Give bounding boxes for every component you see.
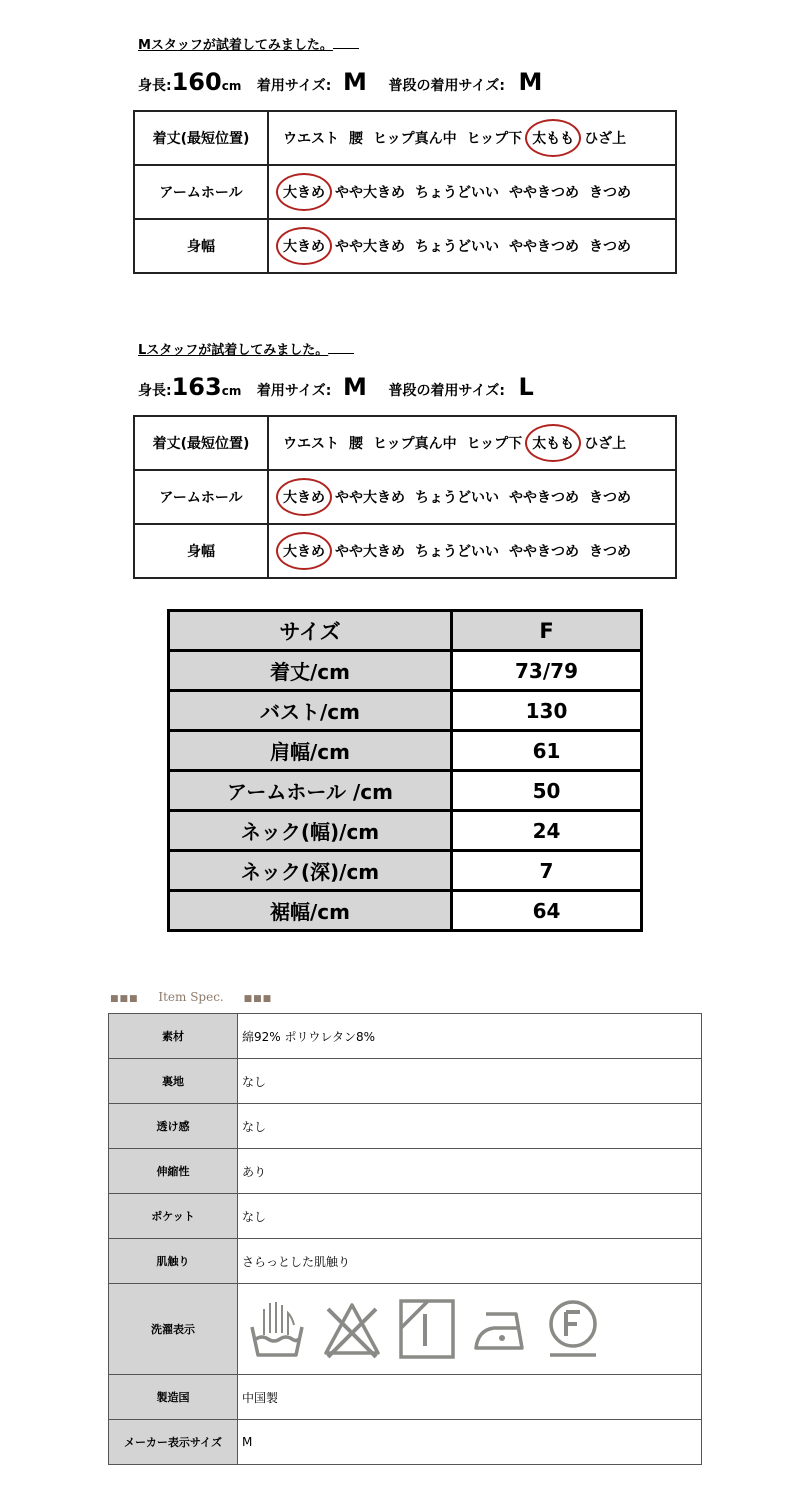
fit-options [268,524,676,578]
fit-option: ちょうどいい [415,544,499,560]
iron-low-icon [472,1304,530,1354]
size-table [167,609,643,932]
size-key: アームホール /cm [169,771,452,811]
fit-option: ヒップ下 [466,131,523,147]
size-key: 肩幅/cm [169,731,452,771]
spec-value: 中国製 [238,1375,702,1420]
fit-row [134,111,676,165]
spec-value: M [238,1420,702,1465]
staff-m-fit-table [133,110,677,274]
fit-option: ちょうどいい [415,185,499,201]
item-spec-heading [110,990,272,1004]
fit-option: きつめ [589,185,631,201]
fit-option-selected: 大きめ [283,541,325,561]
usual-size-label: 普段の着用サイズ: [388,78,505,94]
staff-l-title: Lスタッフが試着してみました。 [138,339,354,358]
hand-wash-icon [248,1299,306,1359]
spec-row [109,1239,702,1284]
size-value: 24 [452,811,642,851]
fit-option: やや大きめ [335,490,405,506]
care-icons [238,1284,702,1375]
fit-option: やや大きめ [335,239,405,255]
spec-key: ポケット [109,1194,238,1239]
size-key: バスト/cm [169,691,452,731]
usual-size-value: M [518,68,543,96]
fit-row-label: アームホール [134,165,268,219]
fit-option: きつめ [589,544,631,560]
spec-key: 製造国 [109,1375,238,1420]
fit-row-label: 着丈(最短位置) [134,416,268,470]
size-row [169,891,642,931]
fit-option: ややきつめ [509,239,579,255]
fit-option: やや大きめ [335,544,405,560]
size-row [169,731,642,771]
fit-option-selected: 大きめ [283,236,325,256]
fit-options [268,219,676,273]
size-row [169,691,642,731]
fit-option: きつめ [589,239,631,255]
size-row [169,851,642,891]
fit-option: ひざ上 [584,131,627,147]
item-spec-title: Item Spec. [158,990,224,1004]
fit-row-label: アームホール [134,470,268,524]
decor-squares-icon: ■■■ [243,994,273,1004]
fit-option-selected: 太もも [532,433,574,453]
spec-row [109,1149,702,1194]
height-value: 163 [171,373,222,401]
decor-squares-icon: ■■■ [110,994,139,1004]
fit-row [134,165,676,219]
usual-size-value: L [518,373,534,401]
drip-dry-icon [398,1298,456,1360]
spec-row [109,1420,702,1465]
size-value: 130 [452,691,642,731]
size-value: 73/79 [452,651,642,691]
fit-option: ちょうどいい [415,239,499,255]
wear-size-value: M [342,68,367,96]
staff-l-stats [138,373,534,401]
fit-option: ややきつめ [509,544,579,560]
spec-key: 裏地 [109,1059,238,1104]
fit-row-label: 着丈(最短位置) [134,111,268,165]
spec-key: 肌触り [109,1239,238,1284]
fit-option: ややきつめ [509,490,579,506]
fit-options [268,416,676,470]
spec-value: 綿92% ポリウレタン8% [238,1014,702,1059]
spec-row [109,1194,702,1239]
size-key: ネック(幅)/cm [169,811,452,851]
fit-option-selected: 大きめ [283,487,325,507]
size-row [169,651,642,691]
wear-size-label: 着用サイズ: [256,383,332,399]
size-value: 64 [452,891,642,931]
height-label: 身長: [138,383,172,399]
fit-option: やや大きめ [335,185,405,201]
fit-options [268,111,676,165]
item-spec-table [108,1013,702,1465]
spec-key: 素材 [109,1014,238,1059]
size-row [169,771,642,811]
spec-row [109,1375,702,1420]
fit-option: ヒップ下 [466,436,523,452]
spec-row [109,1059,702,1104]
spec-value: なし [238,1194,702,1239]
fit-option: ひざ上 [584,436,627,452]
size-value: 7 [452,851,642,891]
dry-clean-f-icon [546,1298,600,1360]
spec-value: なし [238,1059,702,1104]
fit-options [268,470,676,524]
usual-size-label: 普段の着用サイズ: [388,383,505,399]
staff-l-fit-table [133,415,677,579]
size-key: 裾幅/cm [169,891,452,931]
size-table-header [169,611,642,651]
spec-row [109,1014,702,1059]
spec-value: あり [238,1149,702,1194]
height-value: 160 [171,68,222,96]
spec-value: さらっとした肌触り [238,1239,702,1284]
wear-size-value: M [342,373,367,401]
no-bleach-icon [322,1299,382,1359]
spec-row-care [109,1284,702,1375]
fit-option: きつめ [589,490,631,506]
fit-option: ウエスト [283,131,339,147]
staff-m-title: Mスタッフが試着してみました。 [138,34,359,53]
size-header-label: サイズ [169,611,452,651]
height-label: 身長: [138,78,172,94]
fit-option: 腰 [349,131,363,147]
fit-option: ちょうどいい [415,490,499,506]
fit-option: ウエスト [283,436,339,452]
height-unit: cm [221,384,242,398]
wear-size-label: 着用サイズ: [256,78,332,94]
fit-option: 腰 [349,436,363,452]
spec-row [109,1104,702,1149]
spec-key: 透け感 [109,1104,238,1149]
fit-row [134,524,676,578]
height-unit: cm [221,79,242,93]
spec-key: 伸縮性 [109,1149,238,1194]
fit-row-label: 身幅 [134,219,268,273]
fit-row-label: 身幅 [134,524,268,578]
fit-row [134,470,676,524]
spec-key: 洗濯表示 [109,1284,238,1375]
spec-key: メーカー表示サイズ [109,1420,238,1465]
fit-row [134,416,676,470]
size-value: 50 [452,771,642,811]
fit-option-selected: 太もも [532,128,574,148]
size-value: 61 [452,731,642,771]
spec-value: なし [238,1104,702,1149]
staff-m-stats [138,68,542,96]
fit-option: ヒップ真ん中 [373,436,457,452]
fit-option: ややきつめ [509,185,579,201]
size-key: 着丈/cm [169,651,452,691]
fit-row [134,219,676,273]
size-row [169,811,642,851]
fit-options [268,165,676,219]
size-key: ネック(深)/cm [169,851,452,891]
size-header-value: F [452,611,642,651]
fit-option-selected: 大きめ [283,182,325,202]
fit-option: ヒップ真ん中 [373,131,457,147]
